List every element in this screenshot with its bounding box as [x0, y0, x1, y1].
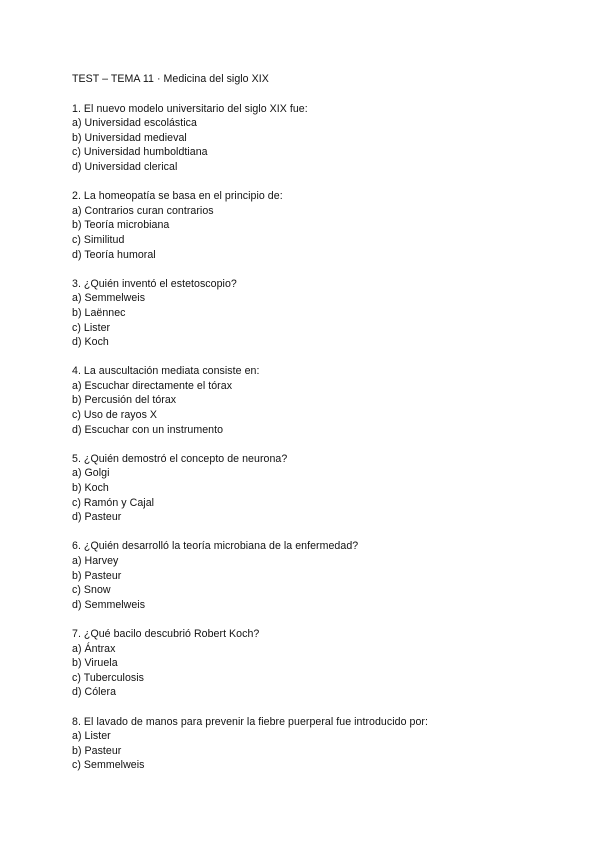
question-text: 7. ¿Qué bacilo descubrió Robert Koch?: [72, 627, 260, 640]
option-b: b) Pasteur: [72, 569, 122, 582]
question-2: [72, 189, 542, 262]
question-7: [72, 627, 542, 700]
option-c: c) Uso de rayos X: [72, 409, 158, 422]
option-a: a) Contrarios curan contrarios: [72, 204, 214, 217]
option-d: d) Cólera: [72, 686, 117, 699]
option-b: b) Pasteur: [72, 744, 122, 757]
question-text: 2. La homeopatía se basa en el principio de:: [72, 190, 283, 203]
option-a: a) Universidad escolástica: [72, 117, 197, 130]
option-c: c) Lister: [72, 321, 111, 334]
option-b: b) Laënnec: [72, 306, 126, 319]
option-a: a) Harvey: [72, 555, 119, 567]
question-5: [72, 452, 542, 525]
question-text: 8. El lavado de manos para prevenir la fiebre puerperal fue introducido por:: [72, 715, 428, 728]
option-b: b) Percusión del tórax: [72, 394, 177, 407]
page-title: TEST – TEMA 11 · Medicina del siglo XIX: [72, 73, 269, 85]
question-6: [72, 539, 542, 612]
question-8: [72, 715, 542, 773]
option-d: d) Koch: [72, 336, 109, 349]
question-3: [72, 277, 542, 350]
question-text: 4. La auscultación mediata consiste en:: [72, 365, 260, 378]
option-d: d) Teoría humoral: [72, 248, 156, 261]
option-a: a) Lister: [72, 730, 111, 743]
option-d: d) Universidad clerical: [72, 160, 178, 173]
option-d: d) Escuchar con un instrumento: [72, 423, 224, 436]
option-d: d) Pasteur: [72, 511, 122, 524]
option-a: a) Escuchar directamente el tórax: [72, 379, 233, 392]
question-text: 6. ¿Quién desarrolló la teoría microbiana de la enfermedad?: [72, 540, 359, 553]
option-c: c) Ramón y Cajal: [72, 496, 155, 509]
option-c: c) Semmelweis: [72, 759, 145, 772]
option-a: a) Ántrax: [72, 642, 116, 655]
question-text: 5. ¿Quién demostró el concepto de neurona?: [72, 452, 288, 465]
option-b: b) Universidad medieval: [72, 131, 187, 144]
option-c: c) Similitud: [72, 233, 125, 246]
option-b: b) Viruela: [72, 657, 118, 670]
question-4: [72, 364, 542, 437]
option-a: a) Golgi: [72, 467, 110, 480]
question-text: 3. ¿Quién inventó el estetoscopio?: [72, 277, 237, 290]
question-text: 1. El nuevo modelo universitario del siglo XIX fue:: [72, 102, 308, 115]
option-b: b) Teoría microbiana: [72, 219, 170, 232]
option-c: c) Universidad humboldtiana: [72, 146, 208, 159]
option-c: c) Tuberculosis: [72, 671, 144, 684]
option-a: a) Semmelweis: [72, 292, 146, 305]
option-b: b) Koch: [72, 482, 109, 495]
test-content: [72, 72, 542, 788]
option-c: c) Snow: [72, 584, 111, 597]
question-1: [72, 102, 542, 175]
option-d: d) Semmelweis: [72, 598, 146, 611]
